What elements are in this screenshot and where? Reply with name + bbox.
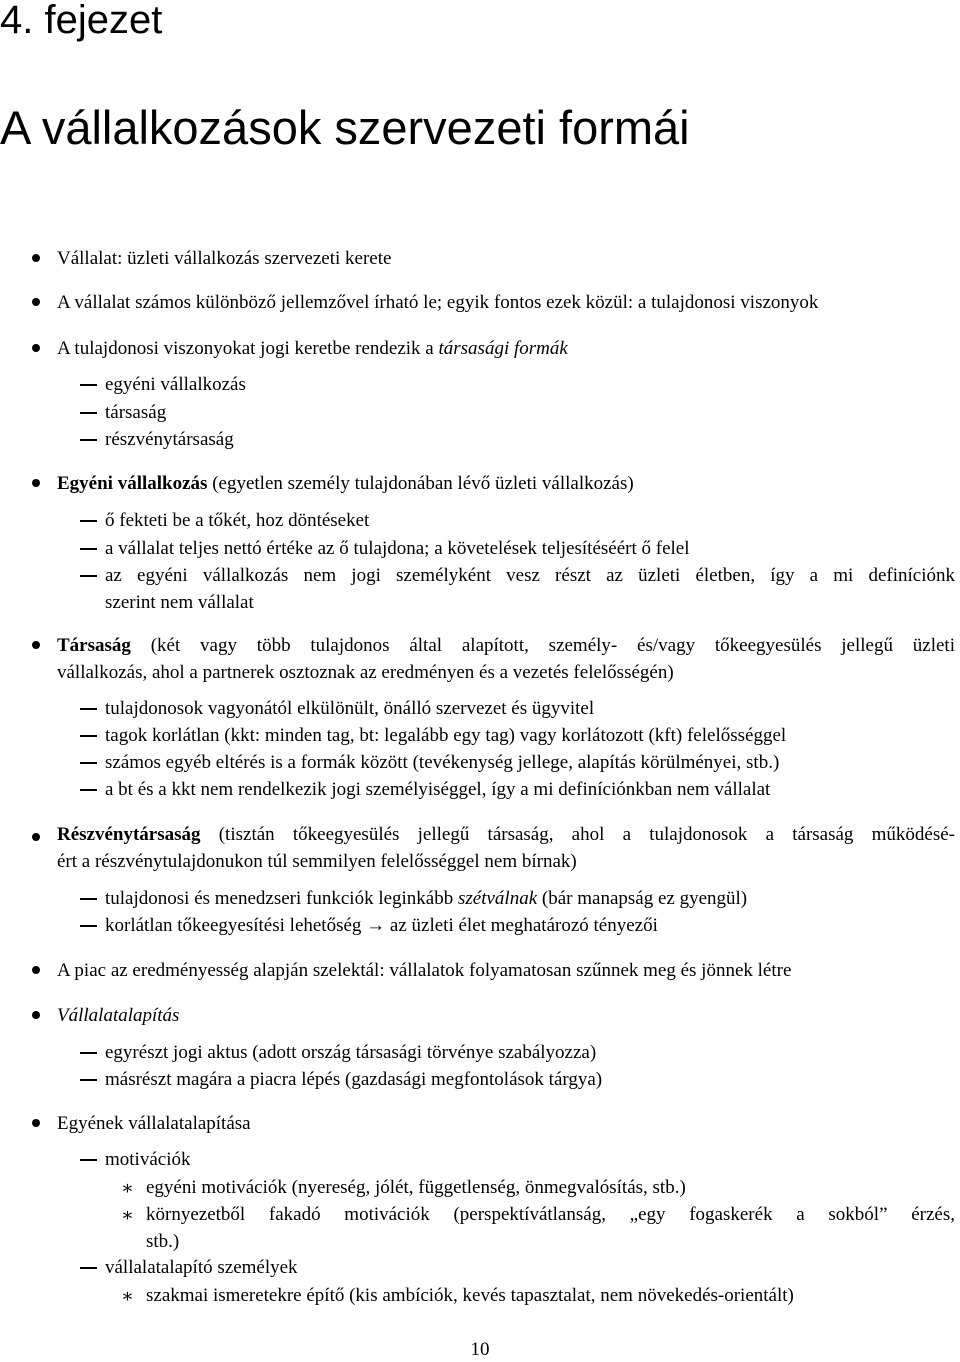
bullet-marker: [32, 1119, 40, 1127]
bullet-item: [57, 335, 568, 362]
bullet-marker: [32, 833, 40, 841]
chapter-label: 4. fejezet: [0, 0, 163, 42]
sub-item: számos egyéb eltérés is a formák között (tevékenység jellege, alapítás körülményei, stb.): [105, 752, 780, 773]
dash-marker: [80, 520, 97, 522]
bullet-marker: [32, 1011, 40, 1019]
sub-item: tulajdonosok vagyonától elkülönült, önálló szervezet és ügyvitel: [105, 698, 595, 719]
asterisk-marker: ∗: [121, 1286, 134, 1307]
term: Társaság: [57, 635, 131, 656]
sub-item: egyéni vállalkozás: [105, 374, 246, 395]
bullet-marker: [32, 966, 40, 974]
bullet-marker: [32, 479, 40, 487]
asterisk-marker: ∗: [121, 1178, 134, 1199]
bullet-item: Vállalat: üzleti vállalkozás szervezeti kerete: [57, 248, 392, 269]
sub-sub-item: környezetből fakadó motivációk (perspektívátlanság, „egy fogaskerék a sokból” érzés,: [146, 1204, 955, 1225]
asterisk-marker: ∗: [121, 1205, 134, 1226]
dash-marker: [80, 384, 97, 386]
dash-marker: [80, 1267, 97, 1269]
sub-item: a vállalat teljes nettó értéke az ő tulajdona; a követelések teljesítéséért ő felel: [105, 538, 690, 559]
dash-marker: [80, 789, 97, 791]
bullet-item-continued: ért a részvénytulajdonukon túl semmilyen felelősséggel nem bírnak): [57, 851, 577, 872]
sub-item-continued: szerint nem vállalat: [105, 592, 254, 613]
dash-marker: [80, 1079, 97, 1081]
sub-sub-item: egyéni motivációk (nyereség, jólét, függetlenség, önmegvalósítás, stb.): [146, 1177, 686, 1198]
sub-item-text: (bár manapság ez gyengül): [537, 888, 748, 909]
page-number: 10: [470, 1339, 490, 1360]
dash-marker: [80, 708, 97, 710]
term: Részvénytársaság: [57, 824, 201, 845]
sub-item: ő fekteti be a tőkét, hoz döntéseket: [105, 510, 370, 531]
sub-item: társaság: [105, 402, 167, 423]
sub-item-text: tulajdonosi és menedzseri funkciók leginkább: [105, 888, 458, 909]
emphasis: szétválnak: [458, 888, 538, 909]
sub-item: másrészt magára a piacra lépés (gazdasági megfontolások tárgya): [105, 1069, 603, 1090]
sub-item: [105, 885, 747, 912]
bullet-text: (tisztán tőkeegyesülés jellegű társaság, ahol a tulajdonosok a társaság működésé-: [200, 824, 955, 845]
sub-item: motivációk: [105, 1149, 191, 1170]
sub-item: korlátlan tőkeegyesítési lehetőség → az üzleti élet meghatározó tényezői: [105, 915, 658, 936]
sub-item: egyrészt jogi aktus (adott ország társasági törvénye szabályozza): [105, 1042, 597, 1063]
sub-item: a bt és a kkt nem rendelkezik jogi személyiséggel, így a mi definíciónkban nem vállalat: [105, 779, 771, 800]
dash-marker: [80, 575, 97, 577]
bullet-marker: [32, 641, 40, 649]
bullet-item-continued: vállalkozás, ahol a partnerek osztoznak az eredményen és a vezetés felelősségén): [57, 662, 674, 683]
dash-marker: [80, 548, 97, 550]
dash-marker: [80, 412, 97, 414]
bullet-text: A tulajdonosi viszonyokat jogi keretbe rendezik a: [57, 338, 439, 359]
bullet-item: Egyének vállalatalapítása: [57, 1113, 251, 1134]
bullet-item: A piac az eredményesség alapján szelektál: vállalatok folyamatosan szűnnek meg és jönnek létre: [57, 960, 792, 981]
sub-item: vállalatalapító személyek: [105, 1257, 298, 1278]
dash-marker: [80, 735, 97, 737]
chapter-title: A vállalkozások szervezeti formái: [0, 101, 690, 154]
dash-marker: [80, 762, 97, 764]
bullet-item: [57, 470, 634, 497]
bullet-marker: [32, 254, 40, 262]
emphasis: társasági formák: [438, 338, 568, 359]
sub-item: részvénytársaság: [105, 429, 234, 450]
bullet-item: [57, 1002, 179, 1029]
bullet-item: [57, 821, 955, 848]
sub-item: az egyéni vállalkozás nem jogi személyként vesz részt az üzleti életben, így a mi definíciónk: [105, 565, 955, 586]
bullet-text: (két vagy több tulajdonos által alapított, személy- és/vagy tőkeegyesülés jellegű üzleti: [130, 635, 955, 656]
bullet-item: [57, 632, 955, 659]
bullet-marker: [32, 298, 40, 306]
sub-sub-item-continued: stb.): [146, 1231, 180, 1252]
dash-marker: [80, 1159, 97, 1161]
sub-sub-item: szakmai ismeretekre építő (kis ambíciók, kevés tapasztalat, nem növekedés-orientált): [146, 1285, 794, 1306]
bullet-marker: [32, 344, 40, 352]
bullet-text: (egyetlen személy tulajdonában lévő üzleti vállalkozás): [207, 473, 634, 494]
term: Egyéni vállalkozás: [57, 473, 208, 494]
dash-marker: [80, 898, 97, 900]
emphasis: Vállalatalapítás: [57, 1005, 180, 1026]
dash-marker: [80, 439, 97, 441]
bullet-item: A vállalat számos különböző jellemzővel írható le; egyik fontos ezek közül: a tulajdonosi viszonyok: [57, 292, 819, 313]
dash-marker: [80, 1052, 97, 1054]
dash-marker: [80, 925, 97, 927]
sub-item: tagok korlátlan (kkt: minden tag, bt: legalább egy tag) vagy korlátozott (kft) felelősséggel: [105, 725, 787, 746]
